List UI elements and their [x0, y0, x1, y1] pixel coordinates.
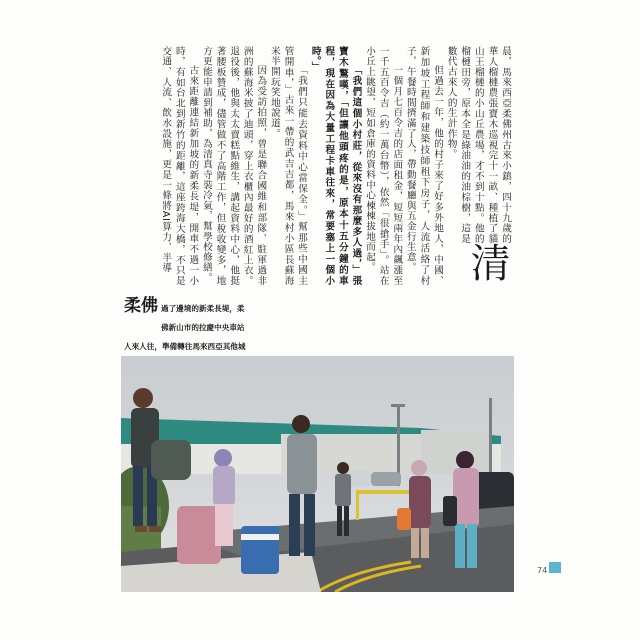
caption-body: 過了邊境的新柔長堤，柔佛新山市的拉慶中央車站人來人往，準備轉往馬來西亞其他城	[124, 304, 246, 351]
station-photo	[121, 356, 514, 592]
paragraph-text: 晨，馬來西亞柔佛州古來小鎮，四十九歲的華人榴槤農張寶木巡視完十一畝、種植了貓山王榴槤的小山丘農場，才不到十點。他的榴槤田旁，原本全是綠油油的油棕樹，這是數代古來人的生計作物。	[445, 46, 511, 244]
drop-cap: 清	[470, 241, 512, 286]
blue-luggage-box	[241, 526, 279, 574]
paragraph-1	[444, 46, 512, 286]
article-body	[122, 46, 512, 286]
page-number: 74	[537, 566, 548, 575]
caption-title: 柔佛	[124, 296, 158, 316]
paragraph-5: 「我們只能去資料中心當保全。」幫那些中國主管開車，」古來一帶的武吉吉都，馬來村小區長蘇海米半開玩笑地說道。	[268, 46, 308, 286]
photo-illustration	[121, 356, 514, 592]
paragraph-2: 但過去一年，他的村子來了好多外地人，中國、新加坡工程師和建築技師租下房子，人流活絡了村子，午餐時間擠滿了人，帶動餐廳與五金行生意。	[404, 46, 444, 286]
page-number-marker	[549, 562, 561, 573]
paragraph-7: 古來距離連結新加坡的新柔長堤，開車不過一小時，有如台北到新竹的距離，這座跨海大橋，不只是交通、人流、飲水設施，更是一條將AI算力、半導	[160, 46, 199, 286]
paragraph-3: 一個月七百令吉的店面租金，短短兩年內飆漲至一千五百令吉（約一萬台幣），依然「很搶手」。站在小丘上眺望，短如倉庫的資料中心棟棟拔地而起。	[364, 46, 403, 286]
paragraph-4-quote: 「我們這個小村莊，從來沒有那麼多人過，」張寶木驚嘆，「但讓他頭疼的是，原本十五分鐘的車程，現在因為大量工程卡車往來，常要塞上一個小時。」	[309, 46, 362, 286]
paragraph-6: 因為受訪拍照，曾是聯合國維和部隊、駐軍過非洲的蘇海米披了迪頭，穿上衣櫃內最好的酒紅上衣。退役後，他與太太賣糕點維生，講起資料中心，他挺著腰板贊成，儘管做不了高階工作，但稅收變多，地方更能申請到補助，為清真寺裝冷氣，幫學校修繕。	[200, 46, 267, 286]
pink-suitcase	[177, 506, 221, 564]
